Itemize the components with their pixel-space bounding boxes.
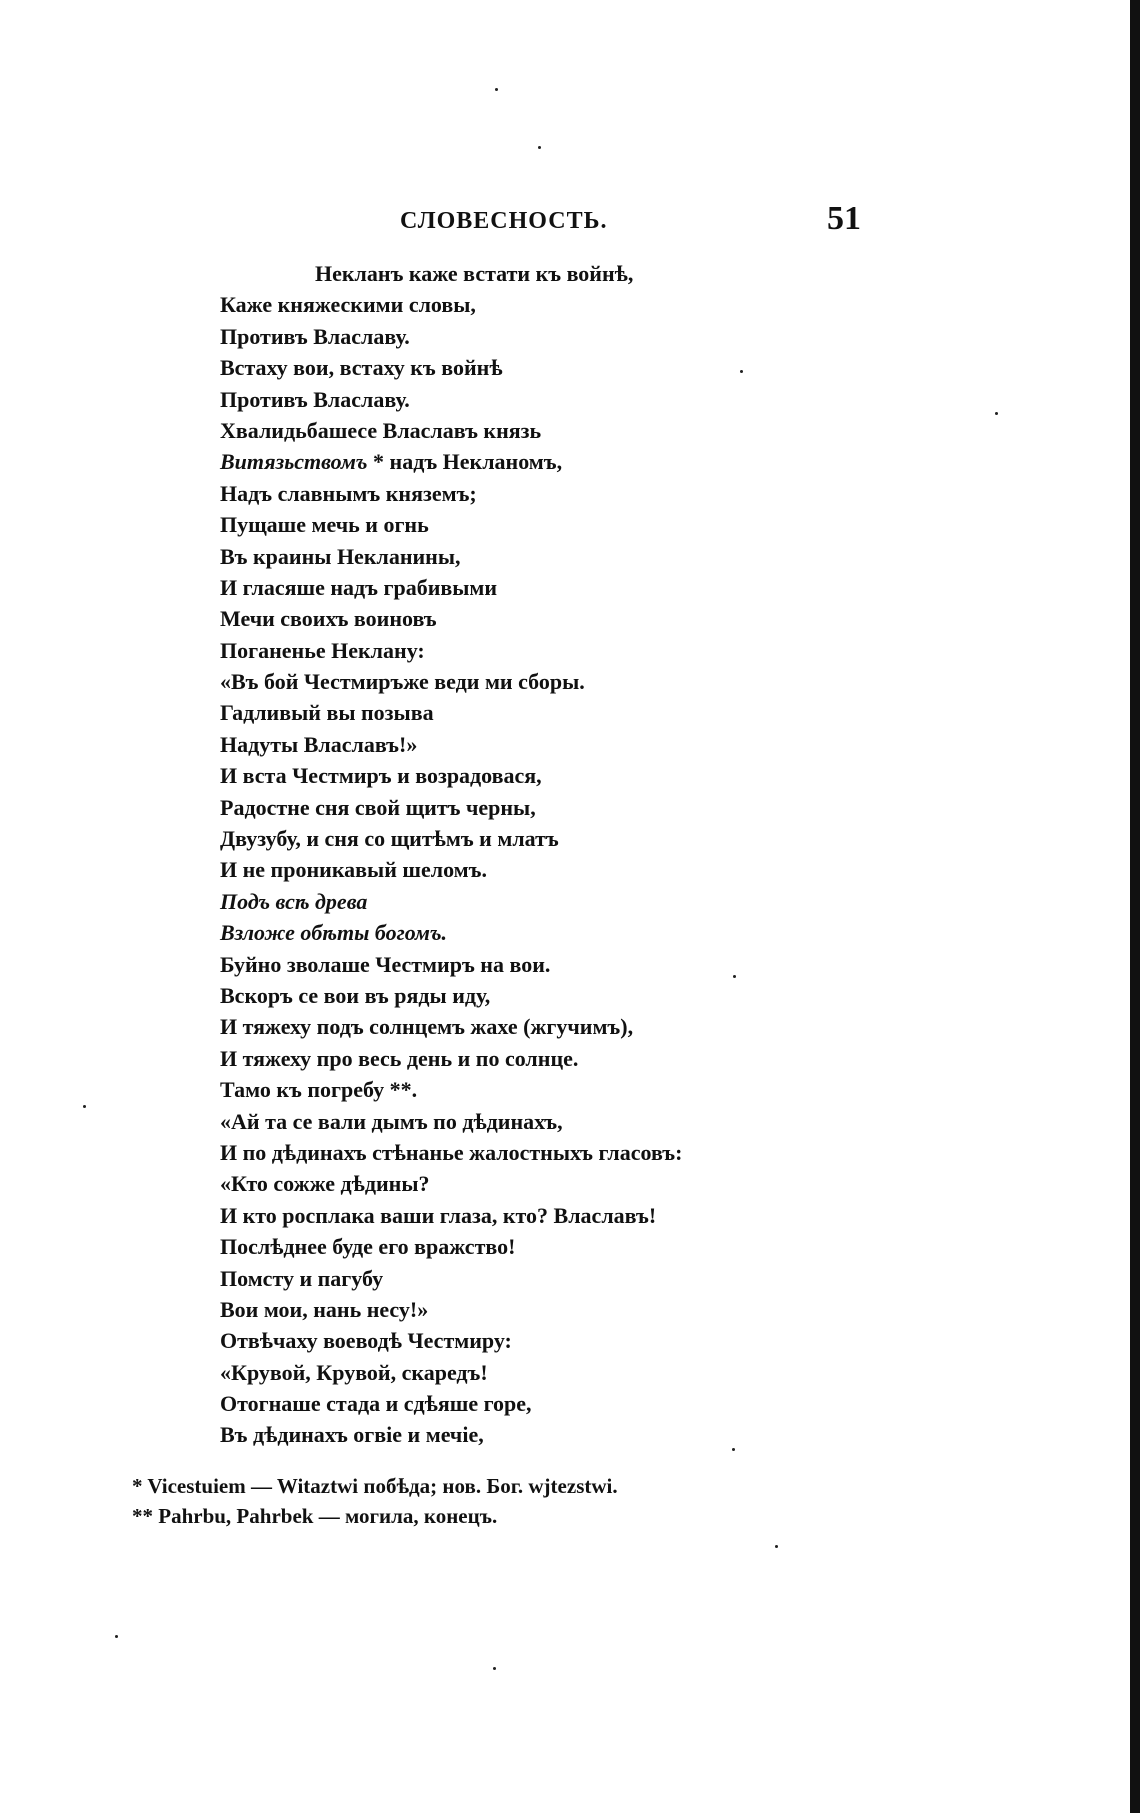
verse-line: Въ краины Некланины, (220, 543, 461, 569)
verse-line: Буйно зволаше Честмиръ на вои. (220, 951, 551, 977)
verse-line: И тяжеху про весь день и по солнце. (220, 1045, 579, 1071)
footnote: * Vicestuiem — Witaztwi побѣда; нов. Бог. wjtezstwi. (132, 1474, 618, 1498)
verse-line: Помсту и пагубу (220, 1265, 384, 1291)
verse-line: Поганенье Неклану: (220, 637, 425, 663)
scan-speck (775, 1545, 778, 1548)
verse-line: Встаху вои, встаху къ войнѣ (220, 355, 503, 381)
scan-speck (115, 1635, 118, 1638)
verse-line (220, 446, 780, 477)
verse-line: Въ дѣдинахъ огвіе и мечіе, (220, 1422, 484, 1448)
running-title: СЛОВЕСНОСТЬ. (400, 208, 608, 234)
verse-line: Некланъ каже встати къ войнѣ, (315, 261, 634, 286)
verse-line: И не проникавый шеломъ. (220, 857, 487, 883)
scan-speck (493, 1667, 496, 1670)
verse-line: Вскоръ се вои въ ряды иду, (220, 982, 491, 1008)
verse-line: Пущаше мечь и огнь (220, 512, 429, 538)
verse-line: И тяжеху подъ солнцемъ жахе (жгучимъ), (220, 1014, 634, 1040)
scan-speck (83, 1105, 86, 1108)
verse-line-rest: * надъ Некланомъ, (367, 449, 563, 475)
verse-line: Отвѣчаху воеводѣ Честмиру: (220, 1328, 512, 1354)
verse-line: Мечи своихъ воиновъ (220, 606, 437, 632)
verse-line: Радостне сня свой щитъ черны, (220, 794, 536, 820)
verse-line: И кто росплака ваши глаза, кто? Влаславъ! (220, 1202, 657, 1228)
scan-speck (995, 412, 998, 415)
verse-line: Послѣднее буде его вражство! (220, 1234, 516, 1260)
verse-line: «Ай та се вали дымъ по дѣдинахъ, (220, 1108, 563, 1134)
verse-line: Подъ всѣ древа (220, 888, 368, 914)
footnote: ** Pahrbu, Pahrbek — могила, конецъ. (132, 1504, 498, 1528)
verse-line: Каже княжескими словы, (220, 292, 476, 318)
verse-line: И вста Честмиръ и возрадовася, (220, 763, 542, 789)
scan-speck (733, 975, 736, 978)
verse-line: Хвалидьбашесе Влаславъ князь (220, 417, 542, 443)
footnotes (132, 1471, 772, 1531)
page-edge-shadow (1130, 0, 1140, 1813)
verse-line: Вои мои, нань несу!» (220, 1296, 429, 1322)
verse-line: Надуты Влаславъ!» (220, 731, 418, 757)
verse-line: «Крувой, Крувой, скаредъ! (220, 1359, 488, 1385)
verse-line: Надъ славнымъ княземъ; (220, 480, 477, 506)
scan-speck (495, 88, 498, 91)
verse-line: Отогнаше стада и сдѣяше горе, (220, 1391, 532, 1417)
verse-line: Гадливый вы позыва (220, 700, 434, 726)
page-header (0, 200, 1140, 240)
verse-line: «Въ бой Честмиръже веди ми сборы. (220, 669, 585, 695)
verse-line: Противъ Влаславу. (220, 323, 410, 349)
verse-line: Двузубу, и сня со щитѣмъ и млатъ (220, 826, 559, 852)
scan-speck (732, 1448, 735, 1451)
verse-line: И по дѣдинахъ стѣнанье жалостныхъ гласовъ: (220, 1139, 683, 1165)
verse-line: И гласяше надъ грабивыми (220, 574, 498, 600)
verse-line: Взложе обѣты богомъ. (220, 920, 448, 946)
verse-line: Противъ Влаславу. (220, 386, 410, 412)
scan-speck (740, 370, 743, 373)
verse-line: «Кто сожже дѣдины? (220, 1171, 430, 1197)
scan-speck (538, 146, 541, 149)
italic-word: Витязьствомъ (220, 449, 368, 475)
poem-text (220, 258, 780, 1451)
page-number: 51 (827, 200, 861, 237)
verse-line: Тамо къ погребу **. (220, 1077, 418, 1103)
